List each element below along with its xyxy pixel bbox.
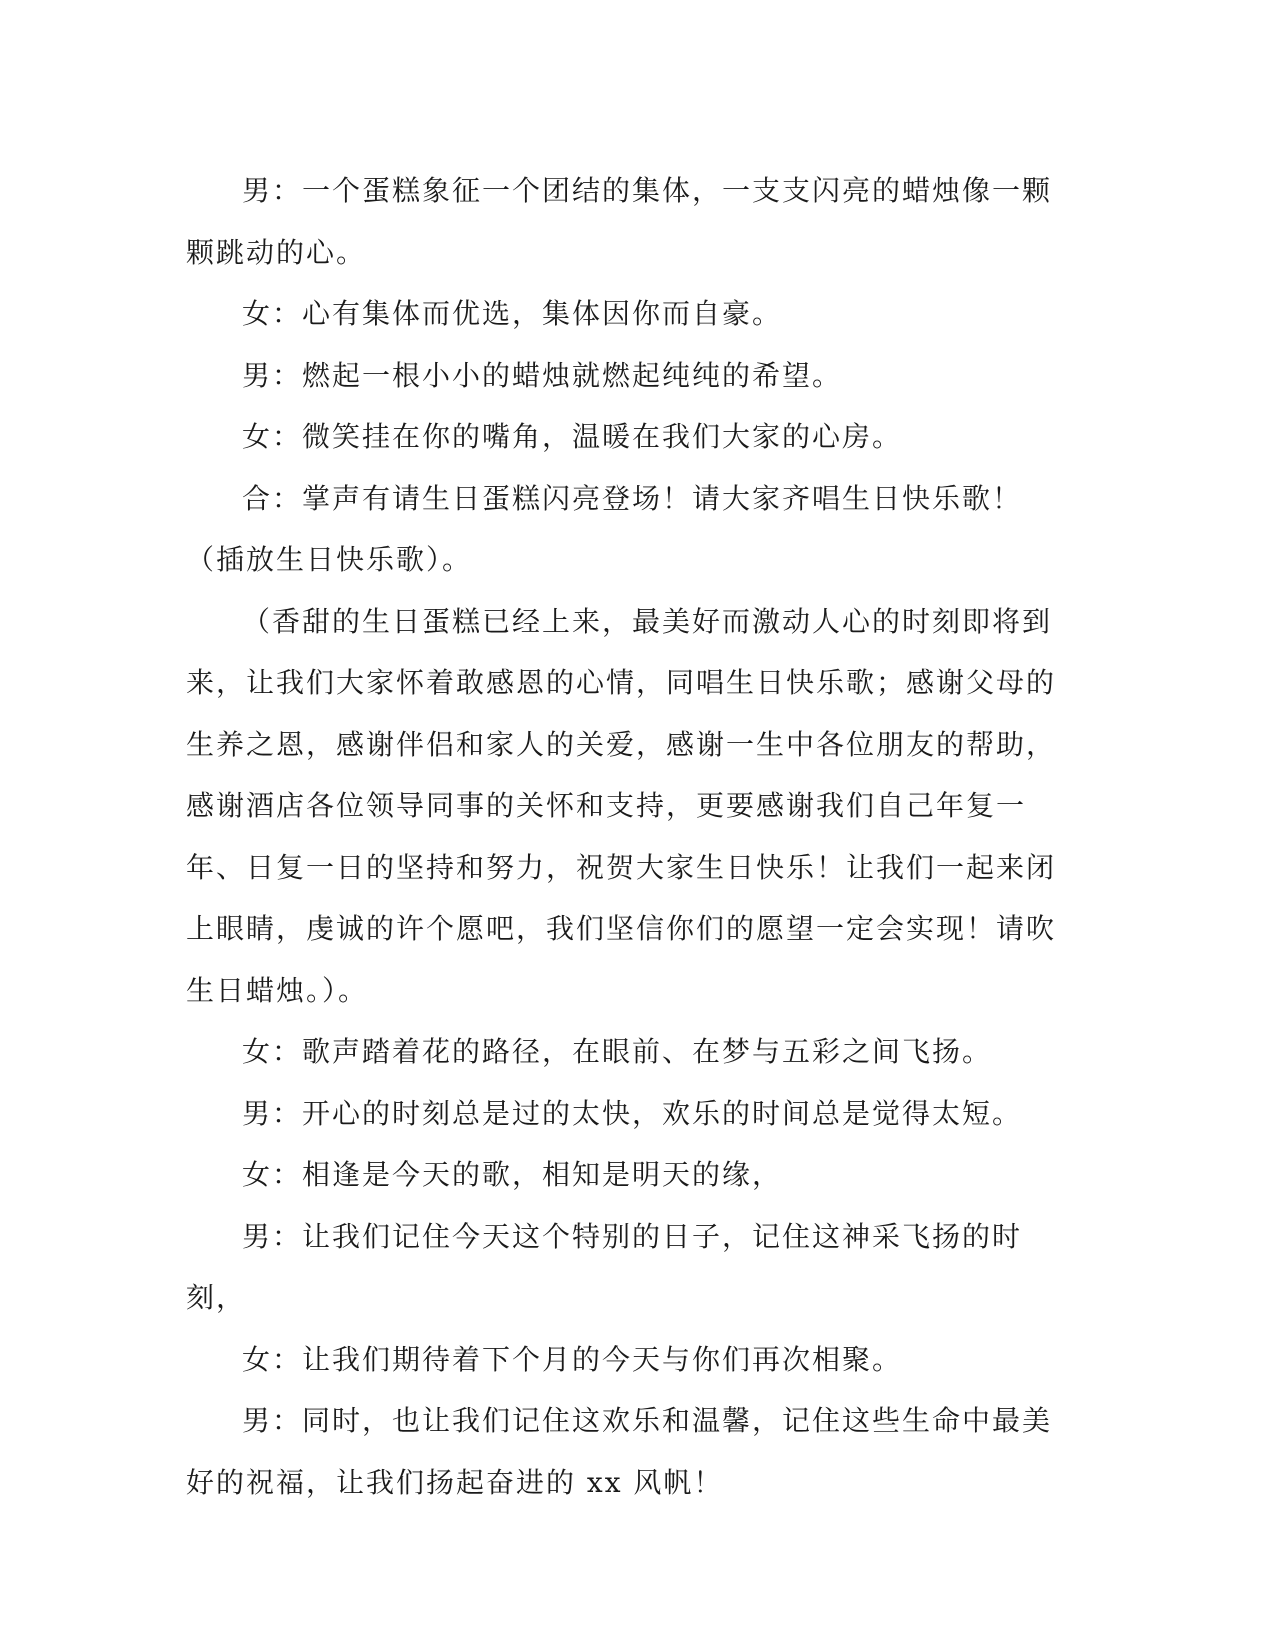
paragraph: 男：让我们记住今天这个特别的日子，记住这神采飞扬的时刻， <box>186 1219 1023 1314</box>
paragraph: （香甜的生日蛋糕已经上来，最美好而激动人心的时刻即将到来，让我们大家怀着敢感恩的心情，同唱生日快乐歌；感谢父母的生养之恩，感谢伴侣和家人的关爱，感谢一生中各位朋友的帮助，感谢酒店各位领导同事的关怀和支持，更要感谢我们自己年复一年、日复一日的坚持和努力，祝贺大家生日快乐！让我们一起来闭上眼睛，虔诚的许个愿吧，我们坚信你们的愿望一定会实现！请吹生日蜡烛。）。 <box>186 604 1057 1007</box>
paragraph: 女：让我们期待着下个月的今天与你们再次相聚。 <box>242 1342 903 1376</box>
paragraph: 男：同时，也让我们记住这欢乐和温馨，记住这些生命中最美好的祝福，让我们扬起奋进的 xx 风帆！ <box>186 1404 1053 1499</box>
paragraph: 合：掌声有请生日蛋糕闪亮登场！请大家齐唱生日快乐歌！（插放生日快乐歌）。 <box>186 481 1023 576</box>
paragraph: 女：心有集体而优选，集体因你而自豪。 <box>242 297 783 330</box>
paragraph: 女：相逢是今天的歌，相知是明天的缘， <box>242 1158 783 1191</box>
paragraph: 男：开心的时刻总是过的太快，欢乐的时间总是觉得太短。 <box>242 1096 1023 1130</box>
paragraph: 男：燃起一根小小的蜡烛就燃起纯纯的希望。 <box>242 358 843 392</box>
paragraph: 男：一个蛋糕象征一个团结的集体，一支支闪亮的蜡烛像一颗颗跳动的心。 <box>186 174 1053 269</box>
document-body <box>186 160 1066 1513</box>
paragraph: 女：歌声踏着花的路径，在眼前、在梦与五彩之间飞扬。 <box>242 1035 993 1068</box>
paragraph: 女：微笑挂在你的嘴角，温暖在我们大家的心房。 <box>242 420 903 453</box>
